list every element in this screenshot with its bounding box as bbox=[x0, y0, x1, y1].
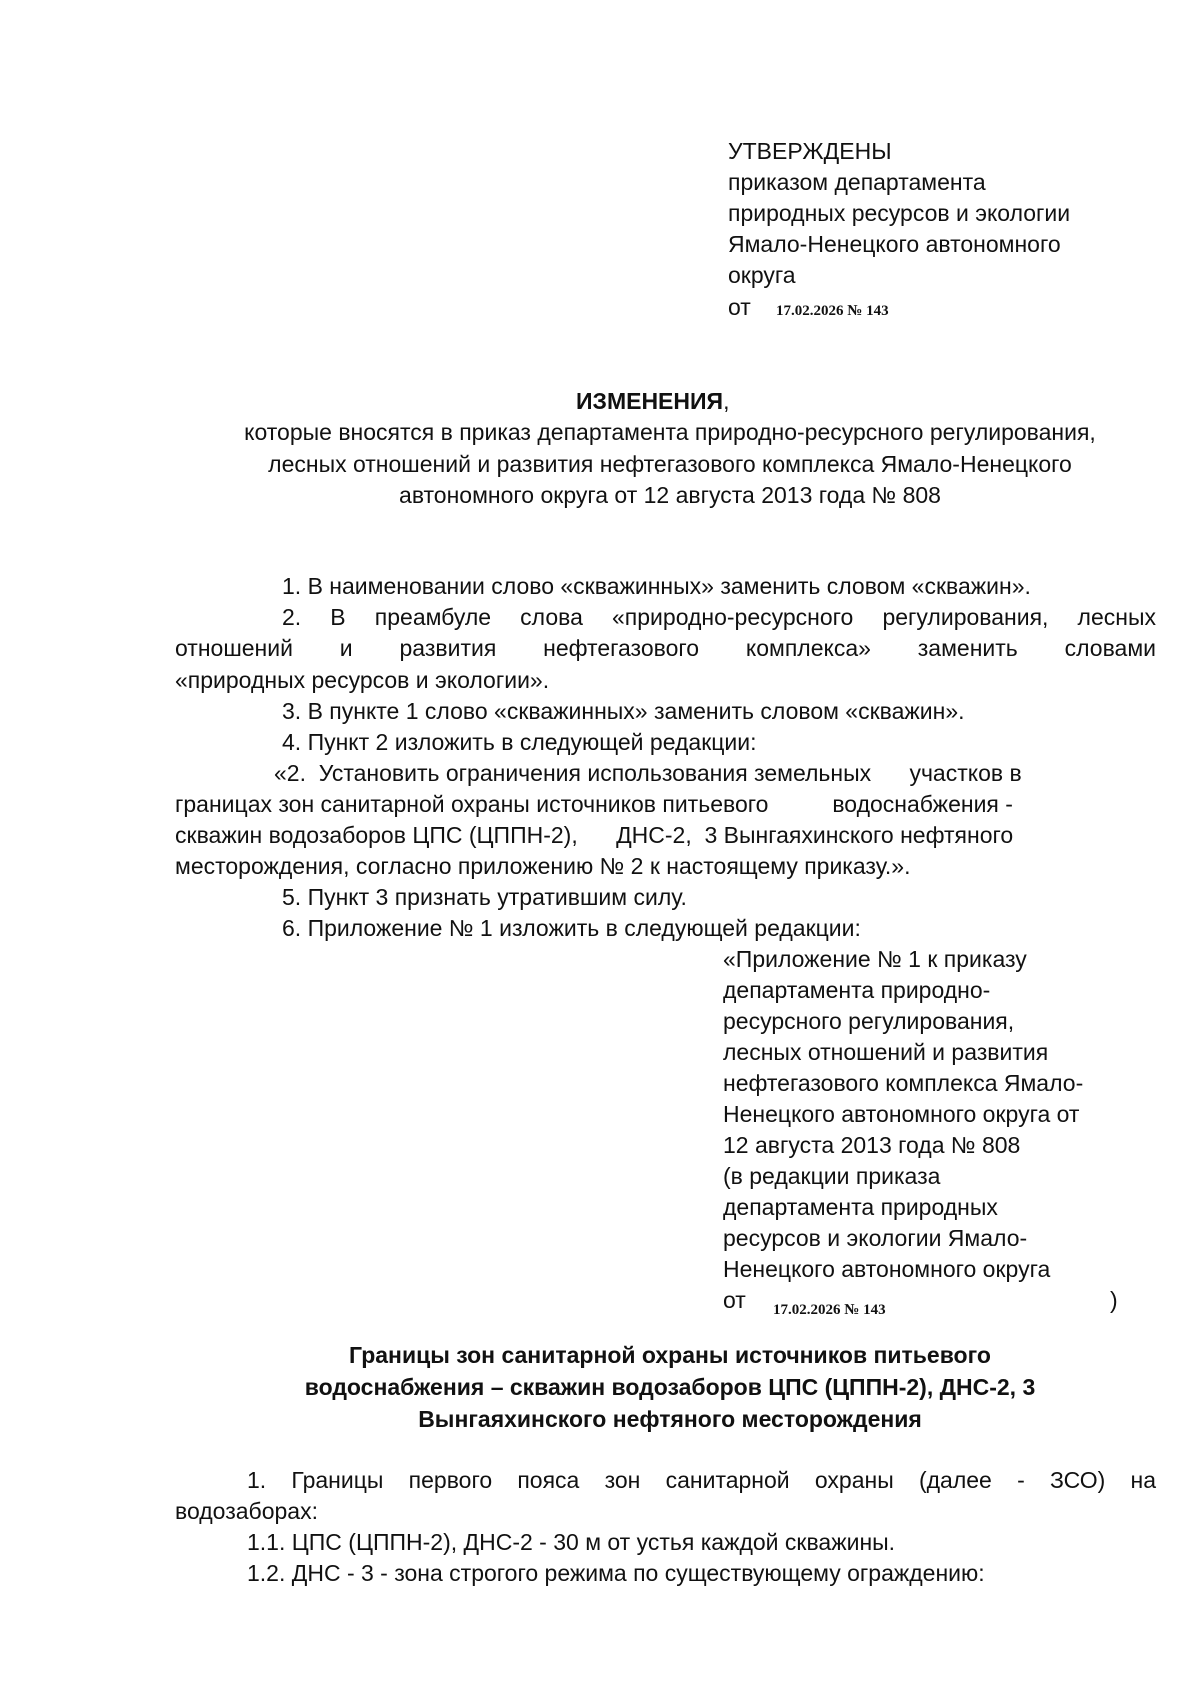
approval-line: приказом департамента bbox=[728, 169, 986, 195]
change-item-6: 6. Приложение № 1 изложить в следующей редакции: bbox=[282, 915, 861, 941]
change-item-2-line: «природных ресурсов и экологии». bbox=[175, 667, 550, 693]
approval-date-number: 17.02.2026 № 143 bbox=[776, 303, 889, 319]
appendix-ref-line: ресурсов и экологии Ямало- bbox=[723, 1225, 1028, 1251]
approval-line: Ямало-Ненецкого автономного bbox=[728, 231, 1061, 257]
appendix-ref-line: Ненецкого автономного округа от bbox=[723, 1101, 1080, 1127]
approval-title: УТВЕРЖДЕНЫ bbox=[728, 138, 892, 164]
appendix-ref-date-number: 17.02.2026 № 143 bbox=[773, 1302, 886, 1318]
appendix-ref-line: лесных отношений и развития bbox=[723, 1039, 1049, 1065]
appendix-ref-line: «Приложение № 1 к приказу bbox=[723, 946, 1027, 972]
change-item-3: 3. В пункте 1 слово «скважинных» заменить словом «скважин». bbox=[282, 698, 965, 724]
section-paragraph-1-line: 1. Границы первого пояса зон санитарной охраны (далее - ЗСО) на bbox=[247, 1467, 1156, 1493]
appendix-ref-line: департамента природно- bbox=[723, 977, 991, 1003]
appendix-ref-line: департамента природных bbox=[723, 1194, 998, 1220]
section-title-line: водоснабжения – скважин водозаборов ЦПС (ЦППН-2), ДНС-2, 3 bbox=[304, 1374, 1036, 1400]
heading-title-wrap bbox=[576, 386, 729, 416]
appendix-ref-line: ресурсного регулирования, bbox=[723, 1008, 1015, 1034]
section-title-line: Границы зон санитарной охраны источников питьевого bbox=[349, 1342, 991, 1368]
section-paragraph-1-1: 1.1. ЦПС (ЦППН-2), ДНС-2 - 30 м от устья каждой скважины. bbox=[247, 1529, 896, 1555]
change-item-4: 4. Пункт 2 изложить в следующей редакции: bbox=[282, 729, 757, 755]
heading-subtitle-line: лесных отношений и развития нефтегазового комплекса Ямало-Ненецкого bbox=[268, 451, 1072, 477]
heading-subtitle-line: автономного округа от 12 августа 2013 года № 808 bbox=[399, 482, 941, 508]
section-title-line: Вынгаяхинского нефтяного месторождения bbox=[418, 1406, 922, 1432]
change-item-1: 1. В наименовании слово «скважинных» заменить словом «скважин». bbox=[282, 573, 1031, 599]
approval-from-label: от bbox=[728, 294, 751, 320]
appendix-ref-from-label: от bbox=[723, 1287, 746, 1313]
appendix-ref-line: (в редакции приказа bbox=[723, 1163, 941, 1189]
appendix-ref-line: нефтегазового комплекса Ямало- bbox=[723, 1070, 1084, 1096]
heading-title: ИЗМЕНЕНИЯ bbox=[576, 388, 724, 414]
quote-line: месторождения, согласно приложению № 2 к настоящему приказу.». bbox=[175, 853, 911, 879]
quote-line: скважин водозаборов ЦПС (ЦППН-2), ДНС-2, 3 Вынгаяхинского нефтяного bbox=[175, 822, 1014, 848]
heading-subtitle-line: которые вносятся в приказ департамента природно-ресурсного регулирования, bbox=[244, 419, 1096, 445]
section-paragraph-1-line: водозаборах: bbox=[175, 1498, 318, 1524]
appendix-ref-line: Ненецкого автономного округа bbox=[723, 1256, 1051, 1282]
appendix-ref-line: 12 августа 2013 года № 808 bbox=[723, 1132, 1021, 1158]
approval-line: природных ресурсов и экологии bbox=[728, 200, 1071, 226]
quote-line: «2. Установить ограничения использования земельных участков в bbox=[274, 760, 1022, 786]
heading-comma: , bbox=[723, 388, 730, 414]
change-item-5: 5. Пункт 3 признать утратившим силу. bbox=[282, 884, 687, 910]
quote-line: границах зон санитарной охраны источников питьевого водоснабжения - bbox=[175, 791, 1013, 817]
section-paragraph-1-2: 1.2. ДНС - 3 - зона строгого режима по существующему ограждению: bbox=[247, 1560, 985, 1586]
change-item-2-line: 2. В преамбуле слова «природно-ресурсного регулирования, лесных bbox=[282, 604, 1156, 630]
appendix-ref-close-paren: ) bbox=[1110, 1287, 1118, 1313]
approval-line: округа bbox=[728, 262, 796, 288]
change-item-2-line: отношений и развития нефтегазового комплекса» заменить словами bbox=[175, 635, 1156, 661]
